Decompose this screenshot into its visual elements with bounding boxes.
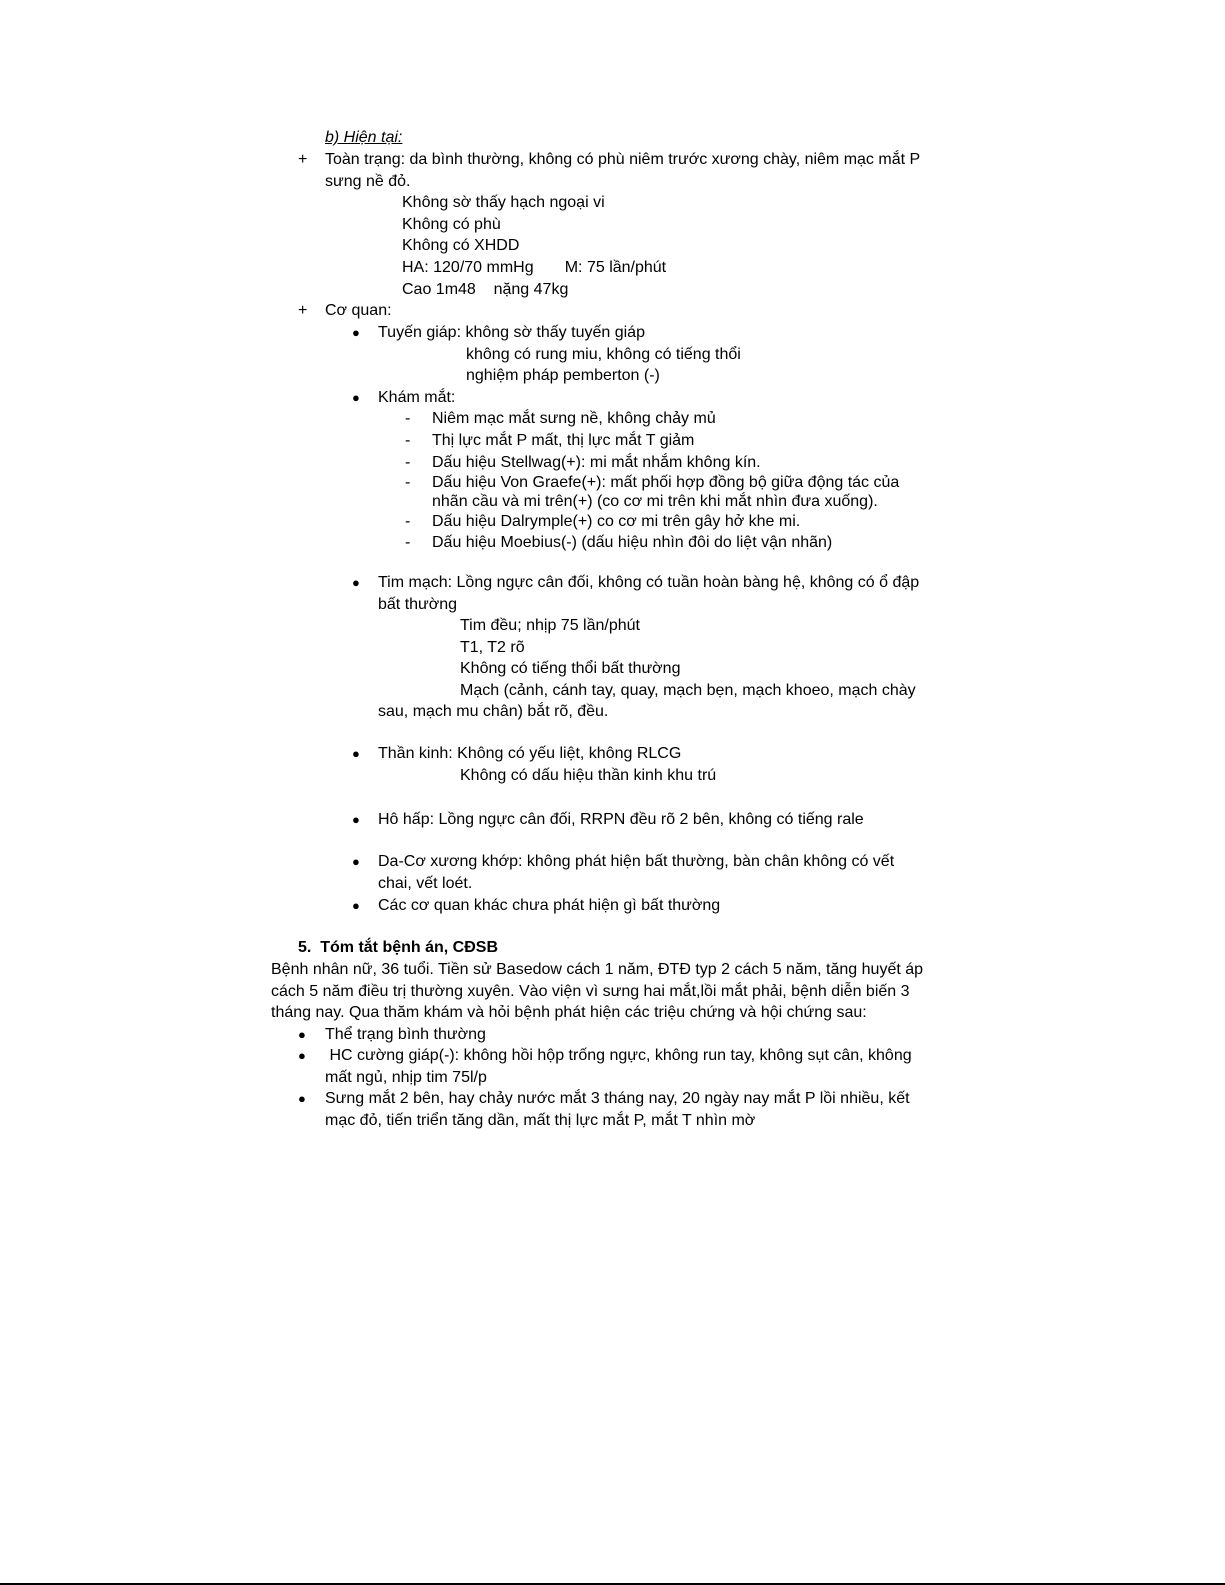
summary-bullet-line: Thể trạng bình thường	[325, 1026, 486, 1043]
other-organs-line: Các cơ quan khác chưa phát hiện gì bất thường	[378, 897, 721, 914]
plus-marker: +	[298, 151, 308, 168]
bullet: ●	[352, 898, 360, 913]
neuro-line: Thần kinh: Không có yếu liệt, không RLCG	[378, 745, 682, 762]
section-heading-summary: 5. Tóm tắt bệnh án, CĐSB	[298, 939, 499, 956]
bullet: ●	[352, 812, 360, 827]
eye-item-continuation: nhãn cầu và mi trên(+) (co cơ mi trên khi mắt nhìn đưa xuống).	[432, 493, 878, 510]
dash-marker: -	[405, 534, 411, 551]
dash-marker: -	[405, 513, 411, 530]
cardio-line: Không có tiếng thổi bất thường	[460, 660, 681, 677]
cardio-line: Mạch (cảnh, cánh tay, quay, mạch bẹn, mạch khoeo, mạch chày	[460, 682, 916, 699]
eye-item: Dấu hiệu Stellwag(+): mi mắt nhắm không kín.	[432, 454, 761, 471]
eye-item: Niêm mạc mắt sưng nề, không chảy mủ	[432, 410, 716, 427]
bullet: ●	[352, 746, 360, 761]
cardio-line: T1, T2 rõ	[460, 639, 525, 656]
plus-marker: +	[298, 302, 308, 319]
bullet: ●	[352, 390, 360, 405]
eye-exam-label: Khám mắt:	[378, 389, 456, 406]
bullet: ●	[352, 575, 360, 590]
summary-paragraph-line: cách 5 năm điều trị thường xuyên. Vào viện vì sưng hai mắt,lồi mắt phải, bệnh diễn biến 3	[271, 983, 910, 1000]
bullet: ●	[352, 854, 360, 869]
bullet: ●	[298, 1091, 306, 1106]
cardio-line: Tim mạch: Lồng ngực cân đối, không có tuần hoàn bàng hệ, không có ổ đập	[378, 574, 920, 591]
general-state-line: sưng nề đỏ.	[325, 173, 411, 190]
summary-bullet-line: mất ngủ, nhịp tim 75l/p	[325, 1069, 487, 1086]
dash-marker: -	[405, 432, 411, 449]
summary-paragraph-line: tháng nay. Qua thăm khám và hỏi bệnh phát hiện các triệu chứng và hội chứng sau:	[271, 1004, 867, 1021]
thyroid-line: nghiệm pháp pemberton (-)	[466, 367, 660, 384]
eye-item: Thị lực mắt P mất, thị lực mắt T giảm	[432, 432, 695, 449]
organs-label: Cơ quan:	[325, 302, 392, 319]
height-weight: Cao 1m48 nặng 47kg	[402, 281, 569, 298]
skin-line: Da-Cơ xương khớp: không phát hiện bất thường, bàn chân không có vết	[378, 853, 895, 870]
eye-item: Dấu hiệu Moebius(-) (dấu hiệu nhìn đôi do liệt vận nhãn)	[432, 534, 833, 551]
cardio-line: bất thường	[378, 596, 458, 613]
bullet: ●	[298, 1048, 306, 1063]
skin-line: chai, vết loét.	[378, 875, 473, 892]
summary-paragraph-line: Bệnh nhân nữ, 36 tuổi. Tiền sử Basedow cách 1 năm, ĐTĐ typ 2 cách 5 năm, tăng huyết áp	[271, 961, 924, 978]
cardio-line: sau, mạch mu chân) bắt rõ, đều.	[378, 703, 609, 720]
general-state-line: Toàn trạng: da bình thường, không có phù niêm trước xương chày, niêm mạc mắt P	[325, 151, 921, 168]
dash-marker: -	[405, 454, 411, 471]
bullet: ●	[298, 1027, 306, 1042]
cardio-line: Tim đều; nhịp 75 lần/phút	[460, 617, 640, 634]
general-item: Không có phù	[402, 216, 501, 233]
thyroid-line: Tuyến giáp: không sờ thấy tuyến giáp	[378, 324, 645, 341]
eye-item: Dấu hiệu Von Graefe(+): mất phối hợp đồng bộ giữa động tác của	[432, 474, 900, 491]
section-heading-present: b) Hiện tại:	[325, 129, 403, 146]
bullet: ●	[352, 325, 360, 340]
summary-bullet-line: Sưng mắt 2 bên, hay chảy nước mắt 3 tháng nay, 20 ngày nay mắt P lồi nhiều, kết	[325, 1090, 910, 1107]
eye-item: Dấu hiệu Dalrymple(+) co cơ mi trên gây hở khe mi.	[432, 513, 801, 530]
resp-line: Hô hấp: Lồng ngực cân đối, RRPN đều rõ 2 bên, không có tiếng rale	[378, 811, 864, 828]
general-item: Không sờ thấy hạch ngoại vi	[402, 194, 605, 211]
vital-signs: HA: 120/70 mmHg M: 75 lần/phút	[402, 259, 667, 276]
summary-bullet-line: mạc đỏ, tiến triển tăng dần, mất thị lực mắt P, mắt T nhìn mờ	[325, 1112, 756, 1129]
summary-bullet-line: HC cường giáp(-): không hồi hộp trống ngực, không run tay, không sụt cân, không	[325, 1047, 912, 1064]
thyroid-line: không có rung miu, không có tiếng thổi	[466, 346, 741, 363]
general-item: Không có XHDD	[402, 237, 520, 254]
neuro-line: Không có dấu hiệu thần kinh khu trú	[460, 767, 717, 784]
dash-marker: -	[405, 410, 411, 427]
dash-marker: -	[405, 474, 411, 491]
